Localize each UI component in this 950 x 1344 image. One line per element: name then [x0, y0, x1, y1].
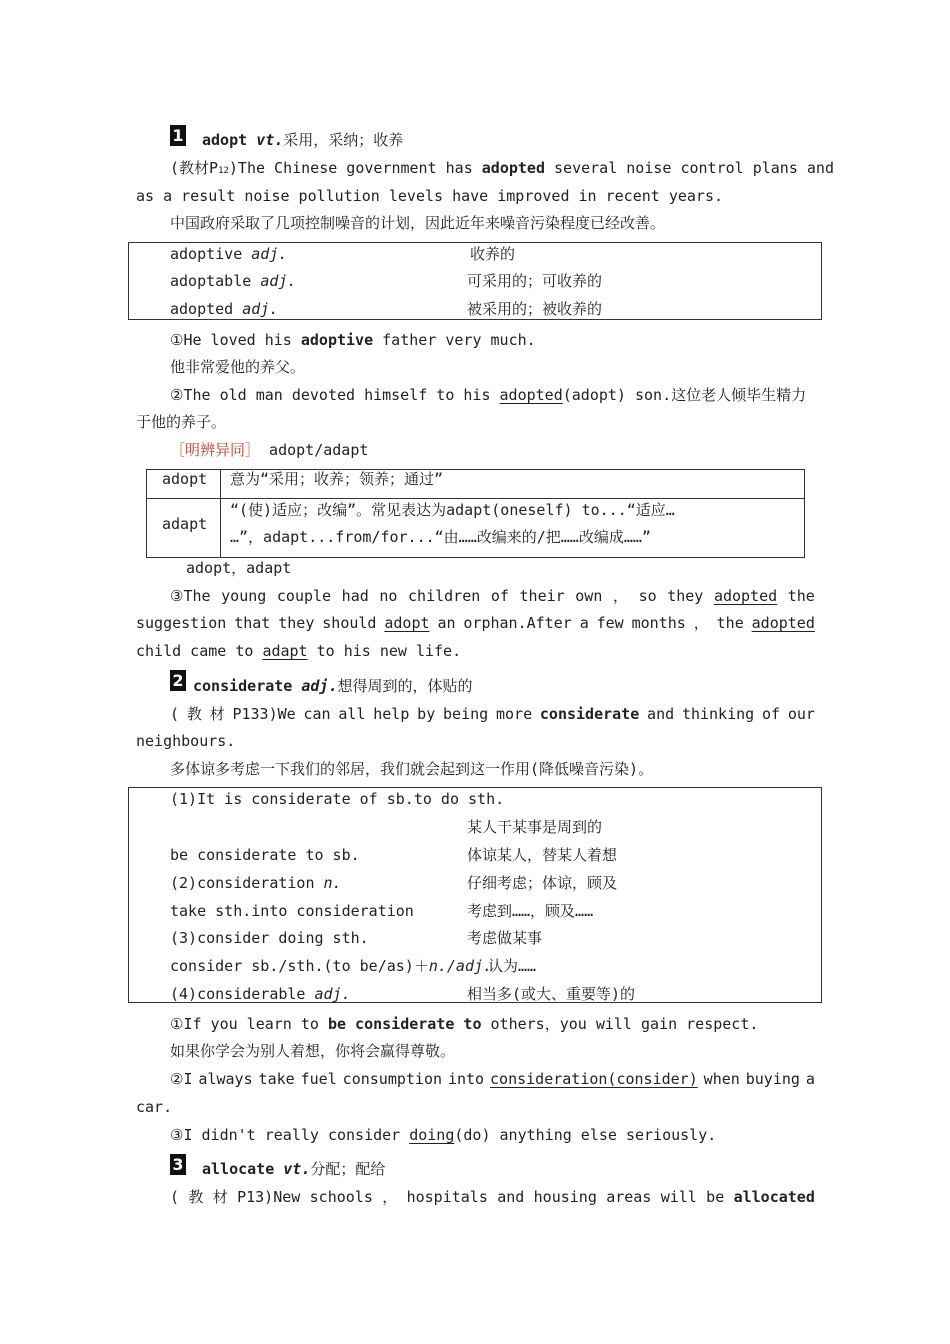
s3-headword: allocate	[202, 1160, 275, 1178]
s2-example-3-answer: doing	[409, 1126, 455, 1144]
section-number-2: 2	[170, 670, 186, 691]
s2-source-keyword: considerate	[539, 705, 640, 723]
s1-table-row-2-meaning: 可采用的；可收养的	[467, 272, 603, 290]
s3-heading	[202, 1159, 385, 1179]
compare-row-2-word: adapt	[162, 515, 208, 533]
s2-table-5: (3)consider doing sth.	[170, 929, 369, 947]
s1-example-3-answer-4: adapt	[262, 642, 308, 660]
s1-headword: adopt	[202, 131, 248, 149]
s1-fill-words: adopt，adapt	[186, 559, 292, 577]
s1-translation: 中国政府采取了几项控制噪音的计划，因此近年来噪音污染程度已经改善。	[170, 214, 666, 232]
s1-meaning: 采用，采纳；收养	[283, 131, 404, 149]
s1-table-row-1: adoptive adj.	[170, 245, 288, 263]
s3-source-line1: ( 教 材 P13)New schools ， hospitals and housing areas will be allocated	[170, 1188, 815, 1206]
s2-pos: adj.	[301, 677, 338, 695]
s2-table-4-meaning: 考虑到……，顾及……	[467, 902, 594, 920]
s1-example-2: ②The old man devoted himself to his adopted(adopt) son.这位老人倾毕生精力	[170, 386, 807, 404]
s3-meaning: 分配；配给	[310, 1160, 386, 1178]
s1-example-3-line3: child came to adapt to his new life.	[136, 642, 462, 660]
s1-table-row-2: adoptable adj.	[170, 272, 297, 290]
s3-source-keyword: allocated	[733, 1188, 815, 1206]
s1-example-3-answer-3: adopted	[751, 614, 815, 632]
s2-example-1-translation: 如果你学会为别人着想，你将会赢得尊敬。	[170, 1042, 456, 1060]
s2-example-2-line1: ②I always take fuel consumption into consideration(consider) when buying a	[170, 1070, 815, 1088]
s1-example-2-answer: adopted	[499, 386, 563, 404]
compare-row-1-def: 意为“采用；收养；领养；通过”	[230, 470, 444, 488]
s2-source-line1: ( 教 材 P133)We can all help by being more considerate and thinking of our	[170, 705, 815, 723]
s2-table-7: (4)considerable adj.	[170, 985, 351, 1003]
s1-table-row-3-meaning: 被采用的；被收养的	[467, 300, 603, 318]
s1-source-line2: as a result noise pollution levels have improved in recent years.	[136, 187, 723, 205]
s2-table-1: (1)It is considerate of sb.to do sth.	[170, 790, 505, 808]
s2-table-2-meaning: 体谅某人，替某人着想	[467, 846, 618, 864]
s1-example-3-answer-1: adopted	[713, 587, 778, 605]
s1-example-1: ①He loved his adoptive father very much.	[170, 331, 536, 349]
s1-example-3-line2: suggestion that they should adopt an orphan.After a few months ， the adopted	[136, 614, 815, 632]
s2-table-7-meaning: 相当多(或大、重要等)的	[467, 985, 636, 1003]
s3-pos: vt.	[283, 1160, 311, 1178]
s2-table-5-meaning: 考虑做某事	[467, 929, 543, 947]
s2-source-line2: neighbours.	[136, 732, 236, 750]
s1-example-2-line2: 于他的养子。	[136, 413, 227, 431]
s1-table-row-3: adopted adj.	[170, 300, 279, 318]
s2-headword: considerate	[193, 677, 293, 695]
s2-translation: 多体谅多考虑一下我们的邻居，我们就会起到这一作用(降低噪音污染)。	[170, 760, 654, 778]
s1-example-1-translation: 他非常爱他的养父。	[170, 358, 306, 376]
section-number-3: 3	[170, 1154, 186, 1175]
compare-row-2-def-2: …”，adapt...from/for...“由……改编来的/把……改编成……”	[230, 528, 651, 546]
s1-source-keyword: adopted	[481, 159, 545, 177]
s2-meaning: 想得周到的，体贴的	[337, 677, 473, 695]
s1-example-3-line1: ③The young couple had no children of their own ， so they adopted the	[170, 587, 815, 605]
s2-table-6: consider sb./sth.(to be/as)＋n./adj.	[170, 957, 493, 975]
s2-table-1-meaning: 某人干某事是周到的	[467, 818, 603, 836]
s2-table-3-meaning: 仔细考虑；体谅，顾及	[467, 874, 618, 892]
s2-table-6-meaning: 认为……	[488, 957, 537, 975]
compare-tag: ［明辨异同］	[170, 441, 261, 459]
compare-row-1-word: adopt	[162, 470, 208, 488]
s2-table-3: (2)consideration n.	[170, 874, 342, 892]
s1-example-3-answer-2: adopt	[384, 614, 430, 632]
s2-table-4: take sth.into consideration	[170, 902, 414, 920]
s2-example-2-answer: consideration(consider)	[490, 1070, 698, 1088]
s2-example-2-line2: car.	[136, 1098, 173, 1116]
s1-compare-heading: ［明辨异同］ adopt/adapt	[170, 441, 369, 459]
s2-heading	[193, 676, 473, 696]
s1-pos: vt.	[256, 131, 284, 149]
s1-heading	[202, 130, 403, 150]
s2-example-1: ①If you learn to be considerate to others，you will gain respect.	[170, 1015, 759, 1033]
s2-example-3: ③I didn't really consider doing(do) anything else seriously.	[170, 1126, 717, 1144]
s1-source-line1: (教材P12)The Chinese government has adopted several noise control plans and	[170, 159, 834, 177]
section-number-1: 1	[170, 125, 186, 146]
s1-table-row-1-meaning: 收养的	[470, 245, 516, 263]
s2-table-2: be considerate to sb.	[170, 846, 360, 864]
compare-row-2-def-1: “(使)适应；改编”。常见表达为adapt(oneself) to...“适应…	[230, 501, 675, 519]
